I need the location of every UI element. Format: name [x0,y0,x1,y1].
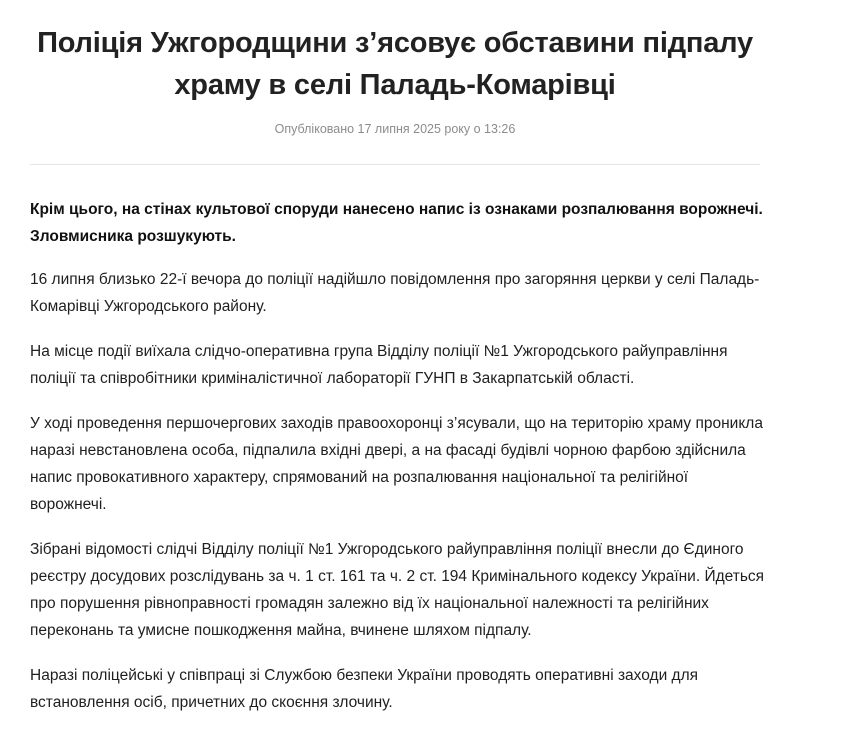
article-paragraph: Зібрані відомості слідчі Відділу поліції №1 Ужгородського райуправління поліції внесли до Єдиного реєстру досудових розслідувань за ч. 1 ст. 161 та ч. 2 ст. 194 Кримінального кодексу України. Йдеться про порушення рівноправності громадян залежно від їх національної належності та релігійних переконань та умисне пошкодження майна, вчинене шляхом підпалу. [30,541,765,639]
article-paragraph: 16 липня близько 22-ї вечора до поліції надійшло повідомлення про загоряння церкви у селі Паладь-Комарівці Ужгородського району. [30,271,760,315]
article-headline: Поліція Ужгородщини з’ясовує обставини підпалу храму в селі Паладь-Комарівці [37,27,753,101]
article-paragraph: У ході проведення першочергових заходів правоохоронці з’ясували, що на територію храму проникла наразі невстановлена особа, підпалила вхідні двері, а на фасаді будівлі чорною фарбою здійснила напис провокативного характеру, спрямований на розпалювання національної та релігійної ворожнечі. [30,415,763,513]
article-body [30,196,766,734]
article-lead: Крім цього, на стінах культової споруди нанесено напис із ознаками розпалювання ворожнечі. Зловмисника розшукують. [30,201,763,245]
article-header [0,22,790,136]
header-divider [30,164,760,165]
publish-date: Опубліковано 17 липня 2025 року о 13:26 [274,122,516,136]
article-paragraph: На місце події виїхала слідчо-оперативна група Відділу поліції №1 Ужгородського райуправління поліції та співробітники криміналістичної лабораторії ГУНП в Закарпатській області. [30,343,728,387]
article-paragraph: Наразі поліцейські у співпраці зі Службою безпеки України проводять оперативні заходи для встановлення осіб, причетних до скоєння злочину. [30,667,699,711]
